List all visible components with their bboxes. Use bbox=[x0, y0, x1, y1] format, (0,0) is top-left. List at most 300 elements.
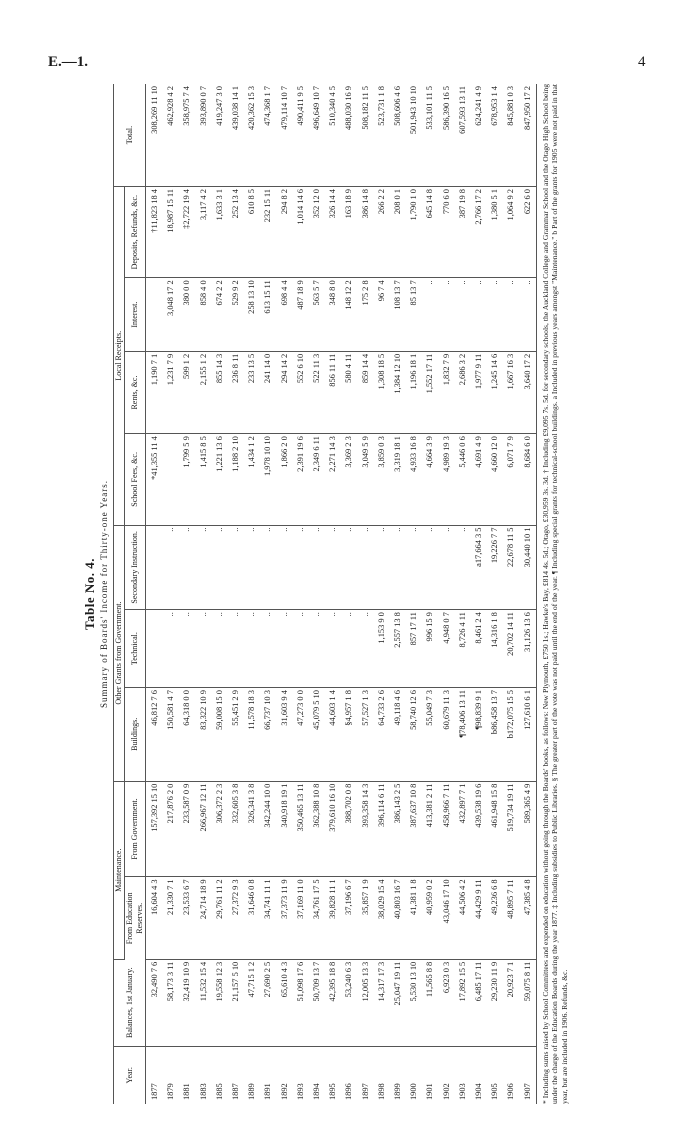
cell-int: 148 12 2 bbox=[341, 278, 357, 351]
cell-int: .. bbox=[439, 278, 455, 351]
cell-gov: 461,948 15 8 bbox=[487, 781, 503, 877]
cell-bld: ¶98,839 9 1 bbox=[471, 688, 487, 782]
cell-bal: 29,230 11 9 bbox=[487, 959, 503, 1046]
cell-dep: 208 0 1 bbox=[390, 187, 406, 278]
cell-rents: 1,552 17 11 bbox=[422, 351, 438, 433]
cell-bld: 31,603 9 4 bbox=[277, 688, 293, 782]
cell-rents: 236 8 11 bbox=[228, 351, 244, 433]
cell-bal: 6,923 0 3 bbox=[439, 959, 455, 1046]
cell-bld: 45,079 5 10 bbox=[309, 688, 325, 782]
cell-int: 85 13 7 bbox=[406, 278, 422, 351]
cell-sec: 30,440 10 1 bbox=[520, 525, 537, 610]
cell-res: 48,895 7 11 bbox=[503, 877, 519, 959]
cell-bld: 150,581 4 7 bbox=[163, 688, 179, 782]
cell-total: 586,390 16 5 bbox=[439, 84, 455, 187]
cell-rents: 241 14 0 bbox=[260, 351, 276, 433]
cell-year: 1906 bbox=[506, 1083, 516, 1100]
cell-bld: 64,733 2 6 bbox=[374, 688, 390, 782]
cell-bal: 17,892 15 5 bbox=[455, 959, 471, 1046]
cell-rents: 522 11 3 bbox=[309, 351, 325, 433]
cell-bal: 11,532 15 4 bbox=[196, 959, 212, 1046]
cell-sec: .. bbox=[179, 525, 195, 610]
cell-dep: 1,014 14 6 bbox=[293, 187, 309, 278]
cell-int: 563 5 7 bbox=[309, 278, 325, 351]
cell-total: 419,247 3 0 bbox=[212, 84, 228, 187]
cell-tech: .. bbox=[196, 610, 212, 688]
cell-total: 462,928 4 2 bbox=[163, 84, 179, 187]
cell-gov: 413,381 2 11 bbox=[422, 781, 438, 877]
cell-dep: 610 8 5 bbox=[244, 187, 260, 278]
cell-total: 393,890 0 7 bbox=[196, 84, 212, 187]
cell-sec: .. bbox=[374, 525, 390, 610]
cell-dep: 266 2 2 bbox=[374, 187, 390, 278]
cell-res: 37,169 11 0 bbox=[293, 877, 309, 959]
cell-fees: 3,859 0 3 bbox=[374, 434, 390, 525]
cell-rents: 1,667 16 3 bbox=[503, 351, 519, 433]
cell-fees: 1,221 13 6 bbox=[212, 434, 228, 525]
cell-tech: .. bbox=[260, 610, 276, 688]
cell-int: .. bbox=[471, 278, 487, 351]
cell-gov: 350,465 13 11 bbox=[293, 781, 309, 877]
table-row bbox=[520, 84, 537, 1104]
cell-year: 1889 bbox=[247, 1083, 257, 1100]
table-row bbox=[439, 84, 455, 1104]
cell-dep: 18,987 15 11 bbox=[163, 187, 179, 278]
cell-gov: 379,610 16 10 bbox=[325, 781, 341, 877]
cell-tech: 31,126 13 6 bbox=[520, 610, 537, 688]
cell-fees: 1,799 5 9 bbox=[179, 434, 195, 525]
table-row bbox=[212, 84, 228, 1104]
cell-total: 474,368 1 7 bbox=[260, 84, 276, 187]
cell-bal: 50,709 13 7 bbox=[309, 959, 325, 1046]
cell-fees: 6,071 7 9 bbox=[503, 434, 519, 525]
cell-gov: 217,876 2 0 bbox=[163, 781, 179, 877]
cell-year: 1883 bbox=[198, 1083, 208, 1100]
cell-year: 1898 bbox=[376, 1083, 386, 1100]
col-deposits-header: Deposits, Refunds, &c. bbox=[125, 187, 146, 278]
cell-tech: 1,153 9 0 bbox=[374, 610, 390, 688]
cell-year: 1887 bbox=[231, 1083, 241, 1100]
cell-rents: 3,640 17 2 bbox=[520, 351, 537, 433]
other-grants-group-header: Other Grants from Government. bbox=[114, 525, 125, 781]
cell-total: 845,881 0 3 bbox=[503, 84, 519, 187]
cell-gov: 396,114 6 11 bbox=[374, 781, 390, 877]
cell-gov: 387,637 10 8 bbox=[406, 781, 422, 877]
cell-int: .. bbox=[520, 278, 537, 351]
cell-res: 23,533 6 7 bbox=[179, 877, 195, 959]
cell-fees: 4,660 12 0 bbox=[487, 434, 503, 525]
page-reference: E.—1. bbox=[48, 54, 89, 70]
rotated-table-sheet bbox=[80, 84, 635, 1104]
table-title: Table No. 4. bbox=[82, 558, 97, 630]
cell-int: 3,048 17 2 bbox=[163, 278, 179, 351]
cell-int: .. bbox=[455, 278, 471, 351]
cell-bal: 65,610 4 3 bbox=[277, 959, 293, 1046]
cell-bld: 127,610 6 1 bbox=[520, 688, 537, 782]
cell-bal: 11,565 8 8 bbox=[422, 959, 438, 1046]
cell-res: 29,761 11 2 bbox=[212, 877, 228, 959]
cell-total: 847,950 17 2 bbox=[520, 84, 537, 187]
cell-int: 108 13 7 bbox=[390, 278, 406, 351]
cell-bal: 47,715 1 2 bbox=[244, 959, 260, 1046]
cell-tech: .. bbox=[244, 610, 260, 688]
cell-bal: 32,419 10 9 bbox=[179, 959, 195, 1046]
cell-rents: 1,832 7 9 bbox=[439, 351, 455, 433]
col-government-header: From Government. bbox=[125, 781, 146, 877]
col-secondary-header: Secondary Instruction. bbox=[125, 525, 146, 610]
cell-int bbox=[146, 278, 164, 351]
table-row bbox=[422, 84, 438, 1104]
table-row bbox=[374, 84, 390, 1104]
cell-fees: 4,691 4 9 bbox=[471, 434, 487, 525]
cell-year: 1885 bbox=[214, 1083, 224, 1100]
cell-total: 678,953 1 4 bbox=[487, 84, 503, 187]
cell-bal: 6,485 17 11 bbox=[471, 959, 487, 1046]
cell-fees: 1,415 8 5 bbox=[196, 434, 212, 525]
cell-bld: 55,049 7 3 bbox=[422, 688, 438, 782]
cell-bld: 60,679 11 3 bbox=[439, 688, 455, 782]
cell-tech: 20,702 14 11 bbox=[503, 610, 519, 688]
cell-gov: 326,341 3 8 bbox=[244, 781, 260, 877]
cell-year: 1902 bbox=[441, 1083, 451, 1100]
cell-gov: 340,918 19 1 bbox=[277, 781, 293, 877]
cell-fees: 1,188 2 10 bbox=[228, 434, 244, 525]
cell-dep: 232 15 11 bbox=[260, 187, 276, 278]
cell-dep: 1,380 5 1 bbox=[487, 187, 503, 278]
cell-fees: 2,349 6 11 bbox=[309, 434, 325, 525]
cell-res: 34,741 11 1 bbox=[260, 877, 276, 959]
cell-bal: 12,005 13 3 bbox=[358, 959, 374, 1046]
cell-sec: 19,226 7 7 bbox=[487, 525, 503, 610]
cell-gov: 306,372 2 3 bbox=[212, 781, 228, 877]
cell-dep: 252 13 4 bbox=[228, 187, 244, 278]
cell-total: 533,101 11 5 bbox=[422, 84, 438, 187]
cell-bal: 59,075 8 11 bbox=[520, 959, 537, 1046]
cell-gov: 589,365 4 9 bbox=[520, 781, 537, 877]
cell-int: 674 2 2 bbox=[212, 278, 228, 351]
cell-bld: 11,578 18 3 bbox=[244, 688, 260, 782]
cell-sec: a17,664 3 5 bbox=[471, 525, 487, 610]
table-row bbox=[390, 84, 406, 1104]
cell-tech: 8,726 4 11 bbox=[455, 610, 471, 688]
cell-bld: 46,812 7 6 bbox=[146, 688, 164, 782]
page-header bbox=[0, 0, 700, 70]
cell-tech: 857 17 11 bbox=[406, 610, 422, 688]
cell-int: 487 18 9 bbox=[293, 278, 309, 351]
cell-tech: 996 15 9 bbox=[422, 610, 438, 688]
cell-tech: 8,461 2 4 bbox=[471, 610, 487, 688]
cell-bld: 59,008 15 0 bbox=[212, 688, 228, 782]
cell-res: 44,429 9 11 bbox=[471, 877, 487, 959]
cell-dep: 622 6 0 bbox=[520, 187, 537, 278]
cell-year: 1905 bbox=[490, 1083, 500, 1100]
cell-year: 1903 bbox=[457, 1083, 467, 1100]
table-row bbox=[228, 84, 244, 1104]
col-year-header: Year. bbox=[114, 1046, 146, 1104]
cell-dep: 294 8 2 bbox=[277, 187, 293, 278]
cell-fees: 4,989 19 3 bbox=[439, 434, 455, 525]
cell-rents: 294 14 2 bbox=[277, 351, 293, 433]
table-row bbox=[309, 84, 325, 1104]
cell-bld: 55,451 2 9 bbox=[228, 688, 244, 782]
cell-res: 37,196 6 7 bbox=[341, 877, 357, 959]
cell-bld: 47,273 0 0 bbox=[293, 688, 309, 782]
cell-fees: 1,978 10 10 bbox=[260, 434, 276, 525]
cell-bld: §4,957 1 8 bbox=[341, 688, 357, 782]
cell-rents: 1,231 7 9 bbox=[163, 351, 179, 433]
cell-dep: 2,766 17 2 bbox=[471, 187, 487, 278]
local-receipts-group-header: Local Receipts. bbox=[114, 187, 125, 525]
cell-gov: 386,143 2 5 bbox=[390, 781, 406, 877]
cell-int: 613 15 11 bbox=[260, 278, 276, 351]
cell-dep: 387 19 8 bbox=[455, 187, 471, 278]
cell-sec: .. bbox=[406, 525, 422, 610]
cell-rents: 580 4 11 bbox=[341, 351, 357, 433]
cell-bal: 42,395 18 8 bbox=[325, 959, 341, 1046]
cell-sec: .. bbox=[325, 525, 341, 610]
cell-gov: 519,734 19 11 bbox=[503, 781, 519, 877]
col-fees-header: School Fees, &c. bbox=[125, 434, 146, 525]
cell-dep: †11,823 18 4 bbox=[146, 187, 164, 278]
cell-gov: 439,538 19 6 bbox=[471, 781, 487, 877]
cell-gov: 388,702 0 8 bbox=[341, 781, 357, 877]
cell-gov: 393,358 14 3 bbox=[358, 781, 374, 877]
cell-sec: .. bbox=[163, 525, 179, 610]
cell-sec: .. bbox=[390, 525, 406, 610]
cell-sec: .. bbox=[212, 525, 228, 610]
cell-bld: 44,603 1 4 bbox=[325, 688, 341, 782]
cell-rents: 855 14 3 bbox=[212, 351, 228, 433]
cell-rents: 1,308 18 5 bbox=[374, 351, 390, 433]
cell-total: 508,606 4 6 bbox=[390, 84, 406, 187]
cell-int: 858 4 0 bbox=[196, 278, 212, 351]
table-row bbox=[244, 84, 260, 1104]
cell-total: 501,943 10 10 bbox=[406, 84, 422, 187]
cell-rents: 1,196 18 1 bbox=[406, 351, 422, 433]
cell-rents: 233 13 5 bbox=[244, 351, 260, 433]
cell-int: .. bbox=[487, 278, 503, 351]
cell-res: 21,330 7 1 bbox=[163, 877, 179, 959]
cell-total: 358,975 7 4 bbox=[179, 84, 195, 187]
cell-rents: 2,686 3 2 bbox=[455, 351, 471, 433]
cell-int: 96 7 4 bbox=[374, 278, 390, 351]
cell-int: 529 9 2 bbox=[228, 278, 244, 351]
cell-gov: 266,967 12 11 bbox=[196, 781, 212, 877]
cell-year: 1907 bbox=[522, 1083, 532, 1100]
table-row bbox=[196, 84, 212, 1104]
cell-year: 1894 bbox=[312, 1083, 322, 1100]
cell-res: 35,857 1 9 bbox=[358, 877, 374, 959]
cell-bal: 20,923 7 1 bbox=[503, 959, 519, 1046]
table-footnotes: * Including sums raised by School Committees and expended on education without going through the Boards' books, as follows: New Plymouth, £750 1s.; Hawke's Bay, £814 4s. 5d.; Otago, £30,959 3s. 3d. † Including £9,095 7s. 5d. for secondary schools, the Auckland College and Grammar School and the Otago High School being under the charge of the Education Boards during the year 1877. ‡ Including subsidies to Public Libraries. § The greater part of the vote was not paid until the end of the year. ¶ Including special grants for technical-school buildings. a Included in previous years amongst "Maintenance." b Part of the grants for 1905 were not paid in that year, but are included in 1906. Refunds, &c. bbox=[540, 84, 569, 1104]
table-row bbox=[179, 84, 195, 1104]
cell-res: 49,236 6 8 bbox=[487, 877, 503, 959]
cell-res: 37,373 11 9 bbox=[277, 877, 293, 959]
cell-rents: 1,245 14 6 bbox=[487, 351, 503, 433]
cell-fees: *41,355 11 4 bbox=[146, 434, 164, 525]
cell-tech: .. bbox=[277, 610, 293, 688]
table-row bbox=[293, 84, 309, 1104]
cell-res: 27,372 9 3 bbox=[228, 877, 244, 959]
cell-res: 44,506 4 2 bbox=[455, 877, 471, 959]
cell-int: .. bbox=[422, 278, 438, 351]
cell-dep: 1,064 9 2 bbox=[503, 187, 519, 278]
cell-year: 1879 bbox=[166, 1083, 176, 1100]
cell-fees: 2,391 19 6 bbox=[293, 434, 309, 525]
cell-total: 624,241 4 9 bbox=[471, 84, 487, 187]
cell-year: 1897 bbox=[360, 1083, 370, 1100]
cell-tech: .. bbox=[179, 610, 195, 688]
cell-bal: 32,490 7 6 bbox=[146, 959, 164, 1046]
cell-tech: .. bbox=[212, 610, 228, 688]
cell-total: 496,649 10 7 bbox=[309, 84, 325, 187]
col-reserves-header: From Education Reserves. bbox=[125, 877, 146, 959]
cell-bld: 58,740 12 6 bbox=[406, 688, 422, 782]
cell-tech: .. bbox=[309, 610, 325, 688]
cell-sec: .. bbox=[358, 525, 374, 610]
cell-year: 1893 bbox=[295, 1083, 305, 1100]
cell-gov: 342,244 10 0 bbox=[260, 781, 276, 877]
cell-sec: .. bbox=[228, 525, 244, 610]
cell-res: 47,385 4 8 bbox=[520, 877, 537, 959]
cell-year: 1892 bbox=[279, 1083, 289, 1100]
cell-fees: 4,933 16 8 bbox=[406, 434, 422, 525]
col-interest-header: Interest. bbox=[125, 278, 146, 351]
cell-res: 16,604 4 3 bbox=[146, 877, 164, 959]
table-subtitle: Summary of Boards' Income for Thirty-one Years. bbox=[99, 480, 109, 708]
cell-res: 43,046 17 10 bbox=[439, 877, 455, 959]
cell-bal: 51,098 17 6 bbox=[293, 959, 309, 1046]
cell-bld: 83,322 10 9 bbox=[196, 688, 212, 782]
cell-bld: 57,527 1 3 bbox=[358, 688, 374, 782]
income-table bbox=[113, 84, 537, 1104]
cell-tech: .. bbox=[228, 610, 244, 688]
cell-tech: .. bbox=[293, 610, 309, 688]
cell-total: 508,182 11 5 bbox=[358, 84, 374, 187]
cell-bal: 58,173 3 11 bbox=[163, 959, 179, 1046]
cell-year: 1877 bbox=[150, 1083, 159, 1100]
col-total-header: Total. bbox=[114, 84, 146, 187]
cell-tech: 2,557 13 8 bbox=[390, 610, 406, 688]
cell-dep: ‡2,722 19 4 bbox=[179, 187, 195, 278]
cell-res: 34,761 17 5 bbox=[309, 877, 325, 959]
cell-fees: 8,684 6 0 bbox=[520, 434, 537, 525]
cell-tech: .. bbox=[358, 610, 374, 688]
cell-bal: 27,690 2 5 bbox=[260, 959, 276, 1046]
cell-total: 439,038 14 1 bbox=[228, 84, 244, 187]
cell-dep: 645 14 8 bbox=[422, 187, 438, 278]
cell-fees: 1,434 1 2 bbox=[244, 434, 260, 525]
cell-res: 38,029 15 4 bbox=[374, 877, 390, 959]
cell-res: 39,828 11 1 bbox=[325, 877, 341, 959]
cell-sec: .. bbox=[277, 525, 293, 610]
cell-rents: 599 1 2 bbox=[179, 351, 195, 433]
cell-dep: 1,790 1 0 bbox=[406, 187, 422, 278]
cell-dep: 352 12 0 bbox=[309, 187, 325, 278]
cell-int: 258 13 10 bbox=[244, 278, 260, 351]
cell-bld: ¶78,406 13 11 bbox=[455, 688, 471, 782]
cell-dep: 326 14 4 bbox=[325, 187, 341, 278]
cell-int: .. bbox=[503, 278, 519, 351]
cell-bld: b86,458 13 7 bbox=[487, 688, 503, 782]
cell-sec: .. bbox=[196, 525, 212, 610]
cell-bal: 53,240 6 3 bbox=[341, 959, 357, 1046]
col-rents-header: Rents, &c. bbox=[125, 351, 146, 433]
cell-sec: .. bbox=[439, 525, 455, 610]
cell-tech bbox=[146, 610, 164, 688]
cell-year: 1899 bbox=[393, 1083, 403, 1100]
cell-res: 40,803 16 7 bbox=[390, 877, 406, 959]
table-row bbox=[358, 84, 374, 1104]
cell-res: 31,646 0 8 bbox=[244, 877, 260, 959]
cell-bal: 5,530 13 10 bbox=[406, 959, 422, 1046]
cell-tech: 4,948 0 7 bbox=[439, 610, 455, 688]
income-table-body bbox=[146, 84, 537, 1104]
table-row bbox=[471, 84, 487, 1104]
cell-dep: 770 6 0 bbox=[439, 187, 455, 278]
maintenance-group-header: Maintenance. bbox=[114, 781, 125, 959]
cell-res: 40,959 0 2 bbox=[422, 877, 438, 959]
cell-bld: 49,118 4 6 bbox=[390, 688, 406, 782]
cell-res: 24,714 18 9 bbox=[196, 877, 212, 959]
cell-bld: b172,075 15 5 bbox=[503, 688, 519, 782]
cell-sec: .. bbox=[422, 525, 438, 610]
table-row bbox=[341, 84, 357, 1104]
cell-dep: 386 14 8 bbox=[358, 187, 374, 278]
page-number: 4 bbox=[638, 54, 646, 70]
cell-tech: .. bbox=[325, 610, 341, 688]
cell-fees: 4,664 3 9 bbox=[422, 434, 438, 525]
col-technical-header: Technical. bbox=[125, 610, 146, 688]
cell-sec: .. bbox=[260, 525, 276, 610]
table-row bbox=[487, 84, 503, 1104]
table-row bbox=[146, 84, 164, 1104]
cell-rents: 1,190 7 1 bbox=[146, 351, 164, 433]
cell-fees: 3,319 18 1 bbox=[390, 434, 406, 525]
cell-gov: 432,897 7 1 bbox=[455, 781, 471, 877]
cell-gov: 332,605 3 8 bbox=[228, 781, 244, 877]
cell-total: 523,731 1 8 bbox=[374, 84, 390, 187]
cell-bld: 66,737 10 3 bbox=[260, 688, 276, 782]
cell-rents: 856 11 11 bbox=[325, 351, 341, 433]
cell-rents: 1,384 12 10 bbox=[390, 351, 406, 433]
cell-fees: 1,866 2 0 bbox=[277, 434, 293, 525]
cell-sec bbox=[146, 525, 164, 610]
cell-year: 1901 bbox=[425, 1083, 435, 1100]
table-row bbox=[277, 84, 293, 1104]
cell-total: 510,340 4 5 bbox=[325, 84, 341, 187]
cell-rents: 1,977 9 11 bbox=[471, 351, 487, 433]
cell-gov: 458,966 7 11 bbox=[439, 781, 455, 877]
cell-dep: 163 18 9 bbox=[341, 187, 357, 278]
cell-rents: 859 14 4 bbox=[358, 351, 374, 433]
cell-int: 698 4 4 bbox=[277, 278, 293, 351]
cell-tech: .. bbox=[341, 610, 357, 688]
cell-rents: 552 6 10 bbox=[293, 351, 309, 433]
cell-total: 479,114 10 7 bbox=[277, 84, 293, 187]
cell-bal: 14,317 17 3 bbox=[374, 959, 390, 1046]
cell-bal: 25,047 19 11 bbox=[390, 959, 406, 1046]
cell-fees: 3,049 5 9 bbox=[358, 434, 374, 525]
table-row bbox=[325, 84, 341, 1104]
cell-year: 1891 bbox=[263, 1083, 273, 1100]
cell-fees: 3,369 2 3 bbox=[341, 434, 357, 525]
cell-gov: 157,392 15 10 bbox=[146, 781, 164, 877]
cell-fees: 2,271 14 3 bbox=[325, 434, 341, 525]
cell-dep: 1,633 3 1 bbox=[212, 187, 228, 278]
cell-sec: .. bbox=[455, 525, 471, 610]
cell-total: 490,411 9 5 bbox=[293, 84, 309, 187]
